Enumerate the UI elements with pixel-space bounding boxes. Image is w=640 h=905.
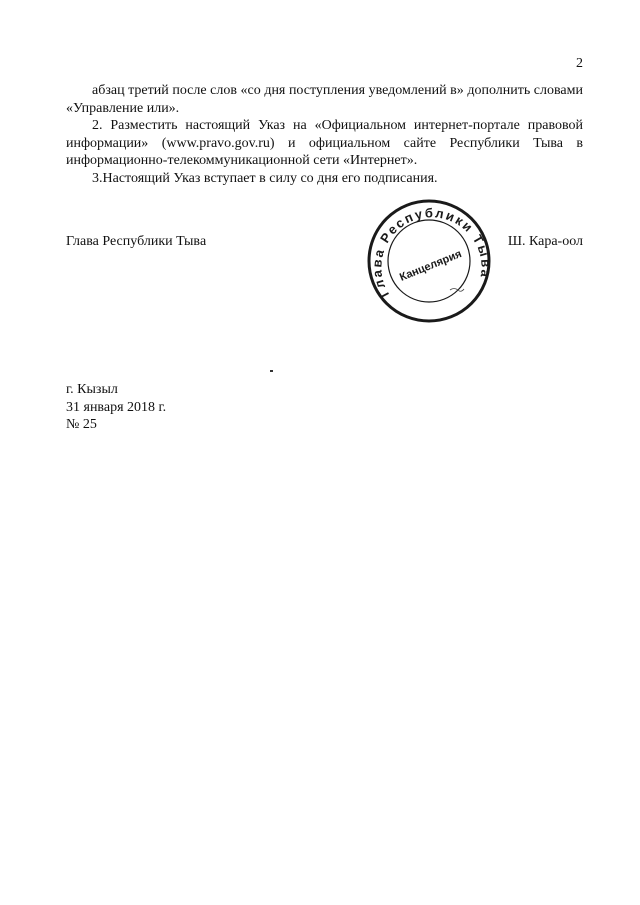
document-footer — [66, 381, 166, 434]
svg-text:Глава Республики Тыва — [369, 205, 493, 300]
stamp-ring-text: Глава Республики Тыва — [369, 205, 494, 301]
signatory-position: Глава Республики Тывa — [66, 234, 207, 249]
date: 31 января 2018 г. — [66, 399, 167, 415]
signatory-name: Ш. Кара-оол — [507, 234, 583, 249]
document-number: № 25 — [66, 417, 97, 433]
city: г. Кызыл — [66, 382, 118, 397]
paragraph: 3.Настоящий Указ вступает в силу со дня его подписания. — [92, 170, 438, 186]
document-body — [66, 82, 583, 188]
page-number: 2 — [576, 56, 583, 71]
stamp-center-text: Канцелярия — [397, 247, 464, 284]
paragraph: абзац третий после слов «со дня поступления уведомлений в» дополнить словами «Управление или». — [66, 83, 583, 116]
scan-speck — [270, 370, 273, 372]
paragraph: 2. Разместить настоящий Указ на «Официальном интернет-портале правовой информации» (www.pravo.gov.ru) и официальном сайте Республики Тыва в информационно-телекоммуникационной сети «Интернет». — [66, 118, 583, 169]
official-stamp-seal — [364, 198, 494, 326]
